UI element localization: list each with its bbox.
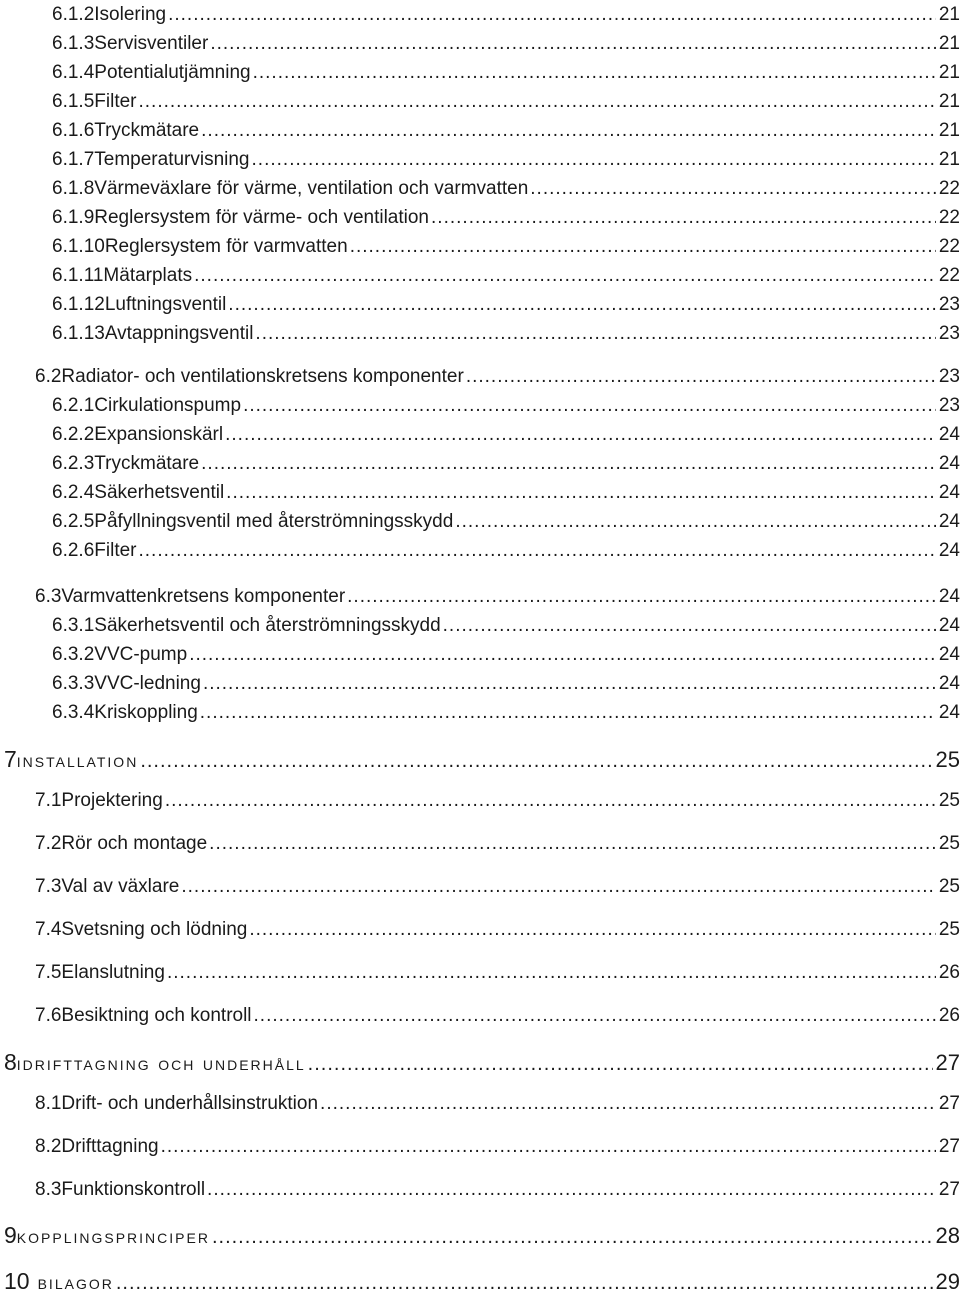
toc-entry-number: 6.3.3 (52, 673, 95, 694)
toc-entry[interactable] (52, 702, 960, 724)
toc-dot-leader (161, 1136, 936, 1158)
toc-entry[interactable] (52, 178, 960, 200)
toc-entry-page-number: 29 (935, 1269, 960, 1294)
toc-dot-leader (203, 673, 936, 695)
toc-entry-number: 6.2.6 (52, 540, 95, 561)
toc-entry[interactable] (52, 644, 960, 666)
toc-dot-leader (254, 1005, 936, 1027)
toc-entry[interactable] (4, 1049, 960, 1076)
toc-entry-page-number: 23 (938, 294, 960, 315)
toc-dot-leader (443, 615, 936, 637)
toc-entry[interactable] (4, 1222, 960, 1249)
toc-entry-page-number: 25 (938, 876, 960, 897)
toc-entry-page-number: 25 (938, 833, 960, 854)
toc-entry-page-number: 24 (938, 586, 960, 607)
toc-dot-leader (228, 294, 936, 316)
toc-entry[interactable] (4, 1268, 960, 1295)
toc-dot-leader (431, 207, 936, 229)
toc-entry-title: Säkerhetsventil (94, 482, 225, 503)
toc-entry-page-number: 25 (935, 747, 960, 772)
toc-entry[interactable] (4, 746, 960, 773)
toc-entry-title: Reglersystem för varmvatten (104, 236, 348, 257)
toc-entry-title: installation (16, 750, 139, 772)
toc-entry[interactable] (52, 323, 960, 345)
toc-dot-leader (347, 586, 936, 608)
toc-dot-leader (165, 790, 936, 812)
toc-dot-leader (320, 1093, 936, 1115)
toc-entry-title: Cirkulationspump (94, 395, 242, 416)
toc-entry-number: 6.1.6 (52, 120, 95, 141)
toc-entry-page-number: 24 (938, 424, 960, 445)
toc-entry-title: Avtappningsventil (104, 323, 254, 344)
toc-dot-leader (249, 919, 936, 941)
toc-entry-title: Påfyllningsventil med återströmningsskydd (94, 511, 454, 532)
toc-entry-page-number: 24 (938, 540, 960, 561)
toc-dot-leader (201, 120, 936, 142)
toc-entry-title: idrifttagning och underhåll (16, 1053, 306, 1075)
toc-entry-number: 6.2 (35, 366, 62, 387)
toc-entry-number: 6.1.7 (52, 149, 95, 170)
toc-entry-title: Säkerhetsventil och återströmningsskydd (94, 615, 441, 636)
toc-entry-number: 6.2.2 (52, 424, 95, 445)
toc-entry-page-number: 22 (938, 236, 960, 257)
toc-entry-title: Värmeväxlare för värme, ventilation och varmvatten (94, 178, 529, 199)
toc-entry[interactable] (52, 207, 960, 229)
toc-entry-number: 6.2.5 (52, 511, 95, 532)
toc-entry[interactable] (52, 236, 960, 258)
toc-entry-title: Tryckmätare (94, 120, 200, 141)
toc-entry[interactable] (52, 615, 960, 637)
toc-entry-title: Svetsning och lödning (61, 919, 248, 940)
toc-entry-title: Expansionskärl (94, 424, 224, 445)
toc-entry-title: Filter (94, 91, 137, 112)
toc-entry[interactable] (52, 395, 960, 417)
toc-dot-leader (243, 395, 936, 417)
toc-entry-number: 7.2 (35, 833, 62, 854)
toc-entry[interactable] (35, 1093, 960, 1115)
toc-dot-leader (139, 91, 936, 113)
toc-entry-number: 6.1.2 (52, 4, 95, 25)
toc-entry[interactable] (35, 876, 960, 898)
toc-entry-number: 8.1 (35, 1093, 62, 1114)
toc-entry-page-number: 24 (938, 644, 960, 665)
toc-dot-leader (253, 62, 936, 84)
toc-entry-page-number: 24 (938, 482, 960, 503)
toc-entry-title: Varmvattenkretsens komponenter (61, 586, 346, 607)
toc-entry-number: 6.1.11 (52, 265, 104, 286)
toc-dot-leader (139, 540, 936, 562)
toc-entry-number: 6.1.8 (52, 178, 95, 199)
toc-entry-title: Tryckmätare (94, 453, 200, 474)
toc-entry-title: Drifttagning (61, 1136, 159, 1157)
toc-entry-page-number: 21 (938, 33, 960, 54)
toc-entry[interactable] (52, 149, 960, 171)
toc-entry-page-number: 27 (938, 1179, 960, 1200)
toc-entry[interactable] (35, 1005, 960, 1027)
toc-entry-page-number: 23 (938, 323, 960, 344)
toc-entry[interactable] (52, 424, 960, 446)
toc-dot-leader (194, 265, 936, 287)
toc-entry-number: 7.3 (35, 876, 62, 897)
toc-entry[interactable] (35, 366, 960, 388)
toc-entry-page-number: 21 (938, 62, 960, 83)
toc-dot-leader (140, 750, 932, 773)
toc-dot-leader (207, 1179, 936, 1201)
toc-entry-page-number: 27 (935, 1050, 960, 1075)
toc-dot-leader (168, 4, 936, 26)
toc-dot-leader (466, 366, 936, 388)
toc-entry-page-number: 26 (938, 962, 960, 983)
toc-entry-number: 6.1.13 (52, 323, 105, 344)
toc-dot-leader (455, 511, 936, 533)
toc-entry-page-number: 24 (938, 511, 960, 532)
toc-entry-title: Temperaturvisning (94, 149, 250, 170)
toc-dot-leader (210, 33, 936, 55)
toc-entry-page-number: 27 (938, 1136, 960, 1157)
toc-entry-title: Reglersystem för värme- och ventilation (94, 207, 430, 228)
toc-entry-number: 7.6 (35, 1005, 62, 1026)
toc-entry-title: Elanslutning (61, 962, 165, 983)
toc-entry[interactable] (52, 265, 960, 287)
toc-entry-title: VVC-pump (94, 644, 188, 665)
toc-dot-leader (189, 644, 936, 666)
toc-entry-title: Isolering (94, 4, 167, 25)
toc-entry-number: 6.1.4 (52, 62, 95, 83)
toc-entry-title: Funktionskontroll (61, 1179, 206, 1200)
toc-entry[interactable] (52, 673, 960, 695)
toc-entry-page-number: 21 (938, 149, 960, 170)
toc-entry-page-number: 21 (938, 120, 960, 141)
toc-entry-number: 6.3.4 (52, 702, 95, 723)
toc-entry[interactable] (35, 790, 960, 812)
toc-entry[interactable] (35, 1179, 960, 1201)
toc-entry-page-number: 21 (938, 91, 960, 112)
toc-entry-page-number: 24 (938, 453, 960, 474)
toc-entry-number: 8 (4, 1049, 17, 1075)
toc-entry-number: 6.1.9 (52, 207, 95, 228)
toc-entry-number: 6.1.3 (52, 33, 95, 54)
toc-entry-title: Kriskoppling (94, 702, 198, 723)
toc-entry-number: 6.1.12 (52, 294, 105, 315)
toc-dot-leader (255, 323, 935, 345)
toc-entry[interactable] (52, 453, 960, 475)
toc-entry[interactable] (35, 919, 960, 941)
toc-entry[interactable] (35, 962, 960, 984)
toc-entry-title: Servisventiler (94, 33, 209, 54)
toc-entry-title: Rör och montage (61, 833, 208, 854)
toc-dot-leader (116, 1272, 933, 1295)
toc-entry-page-number: 25 (938, 919, 960, 940)
toc-entry-number: 6.3.1 (52, 615, 95, 636)
toc-entry-number: 6.2.4 (52, 482, 95, 503)
toc-entry[interactable] (52, 294, 960, 316)
toc-entry-title: Mätarplats (103, 265, 193, 286)
toc-entry-number: 7.5 (35, 962, 62, 983)
toc-entry-title: Filter (94, 540, 137, 561)
toc-entry-number: 6.3.2 (52, 644, 95, 665)
toc-entry[interactable] (52, 482, 960, 504)
toc-entry[interactable] (52, 33, 960, 55)
toc-entry-title: kopplingsprinciper (16, 1226, 210, 1248)
toc-dot-leader (209, 833, 936, 855)
toc-entry-page-number: 23 (938, 366, 960, 387)
toc-entry-page-number: 24 (938, 673, 960, 694)
toc-entry-page-number: 22 (938, 265, 960, 286)
toc-entry-title: Potentialutjämning (94, 62, 251, 83)
toc-entry-title: Radiator- och ventilationskretsens komponenter (61, 366, 464, 387)
toc-entry-title: bilagor (37, 1272, 114, 1294)
toc-dot-leader (181, 876, 936, 898)
toc-entry[interactable] (52, 4, 960, 26)
toc-entry-page-number: 27 (938, 1093, 960, 1114)
toc-entry[interactable] (35, 586, 960, 608)
toc-entry-page-number: 22 (938, 207, 960, 228)
toc-entry-page-number: 28 (935, 1223, 960, 1248)
toc-entry-number: 6.2.3 (52, 453, 95, 474)
toc-entry-page-number: 25 (938, 790, 960, 811)
toc-entry-title: VVC-ledning (94, 673, 201, 694)
toc-entry-number: 7 (4, 746, 17, 772)
toc-entry-page-number: 24 (938, 702, 960, 723)
toc-entry[interactable] (52, 62, 960, 84)
toc-entry-number: 10 (4, 1268, 30, 1294)
toc-entry-number: 8.3 (35, 1179, 62, 1200)
toc-dot-leader (226, 482, 936, 504)
toc-dot-leader (225, 424, 936, 446)
toc-entry-page-number: 21 (938, 4, 960, 25)
toc-entry-title: Val av växlare (61, 876, 180, 897)
toc-dot-leader (167, 962, 936, 984)
toc-entry[interactable] (52, 120, 960, 142)
toc-entry-number: 9 (4, 1222, 17, 1248)
toc-entry-number: 6.3 (35, 586, 62, 607)
toc-dot-leader (201, 453, 936, 475)
toc-entry-page-number: 24 (938, 615, 960, 636)
toc-entry-number: 8.2 (35, 1136, 62, 1157)
toc-entry-title: Besiktning och kontroll (61, 1005, 252, 1026)
toc-dot-leader (212, 1226, 933, 1249)
toc-entry-title: Luftningsventil (104, 294, 227, 315)
toc-entry-title: Drift- och underhållsinstruktion (61, 1093, 319, 1114)
toc-entry[interactable] (52, 91, 960, 113)
toc-entry[interactable] (52, 511, 960, 533)
toc-entry-page-number: 26 (938, 1005, 960, 1026)
toc-entry[interactable] (35, 1136, 960, 1158)
toc-dot-leader (308, 1053, 933, 1076)
toc-entry-number: 7.1 (35, 790, 62, 811)
toc-entry-number: 7.4 (35, 919, 62, 940)
toc-entry[interactable] (35, 833, 960, 855)
toc-entry[interactable] (52, 540, 960, 562)
toc-dot-leader (530, 178, 936, 200)
toc-entry-page-number: 23 (938, 395, 960, 416)
toc-dot-leader (200, 702, 936, 724)
toc-dot-leader (350, 236, 936, 258)
toc-entry-page-number: 22 (938, 178, 960, 199)
toc-entry-number: 6.2.1 (52, 395, 95, 416)
toc-entry-title: Projektering (61, 790, 163, 811)
toc-entry-number: 6.1.10 (52, 236, 105, 257)
toc-entry-number: 6.1.5 (52, 91, 95, 112)
toc-dot-leader (252, 149, 936, 171)
